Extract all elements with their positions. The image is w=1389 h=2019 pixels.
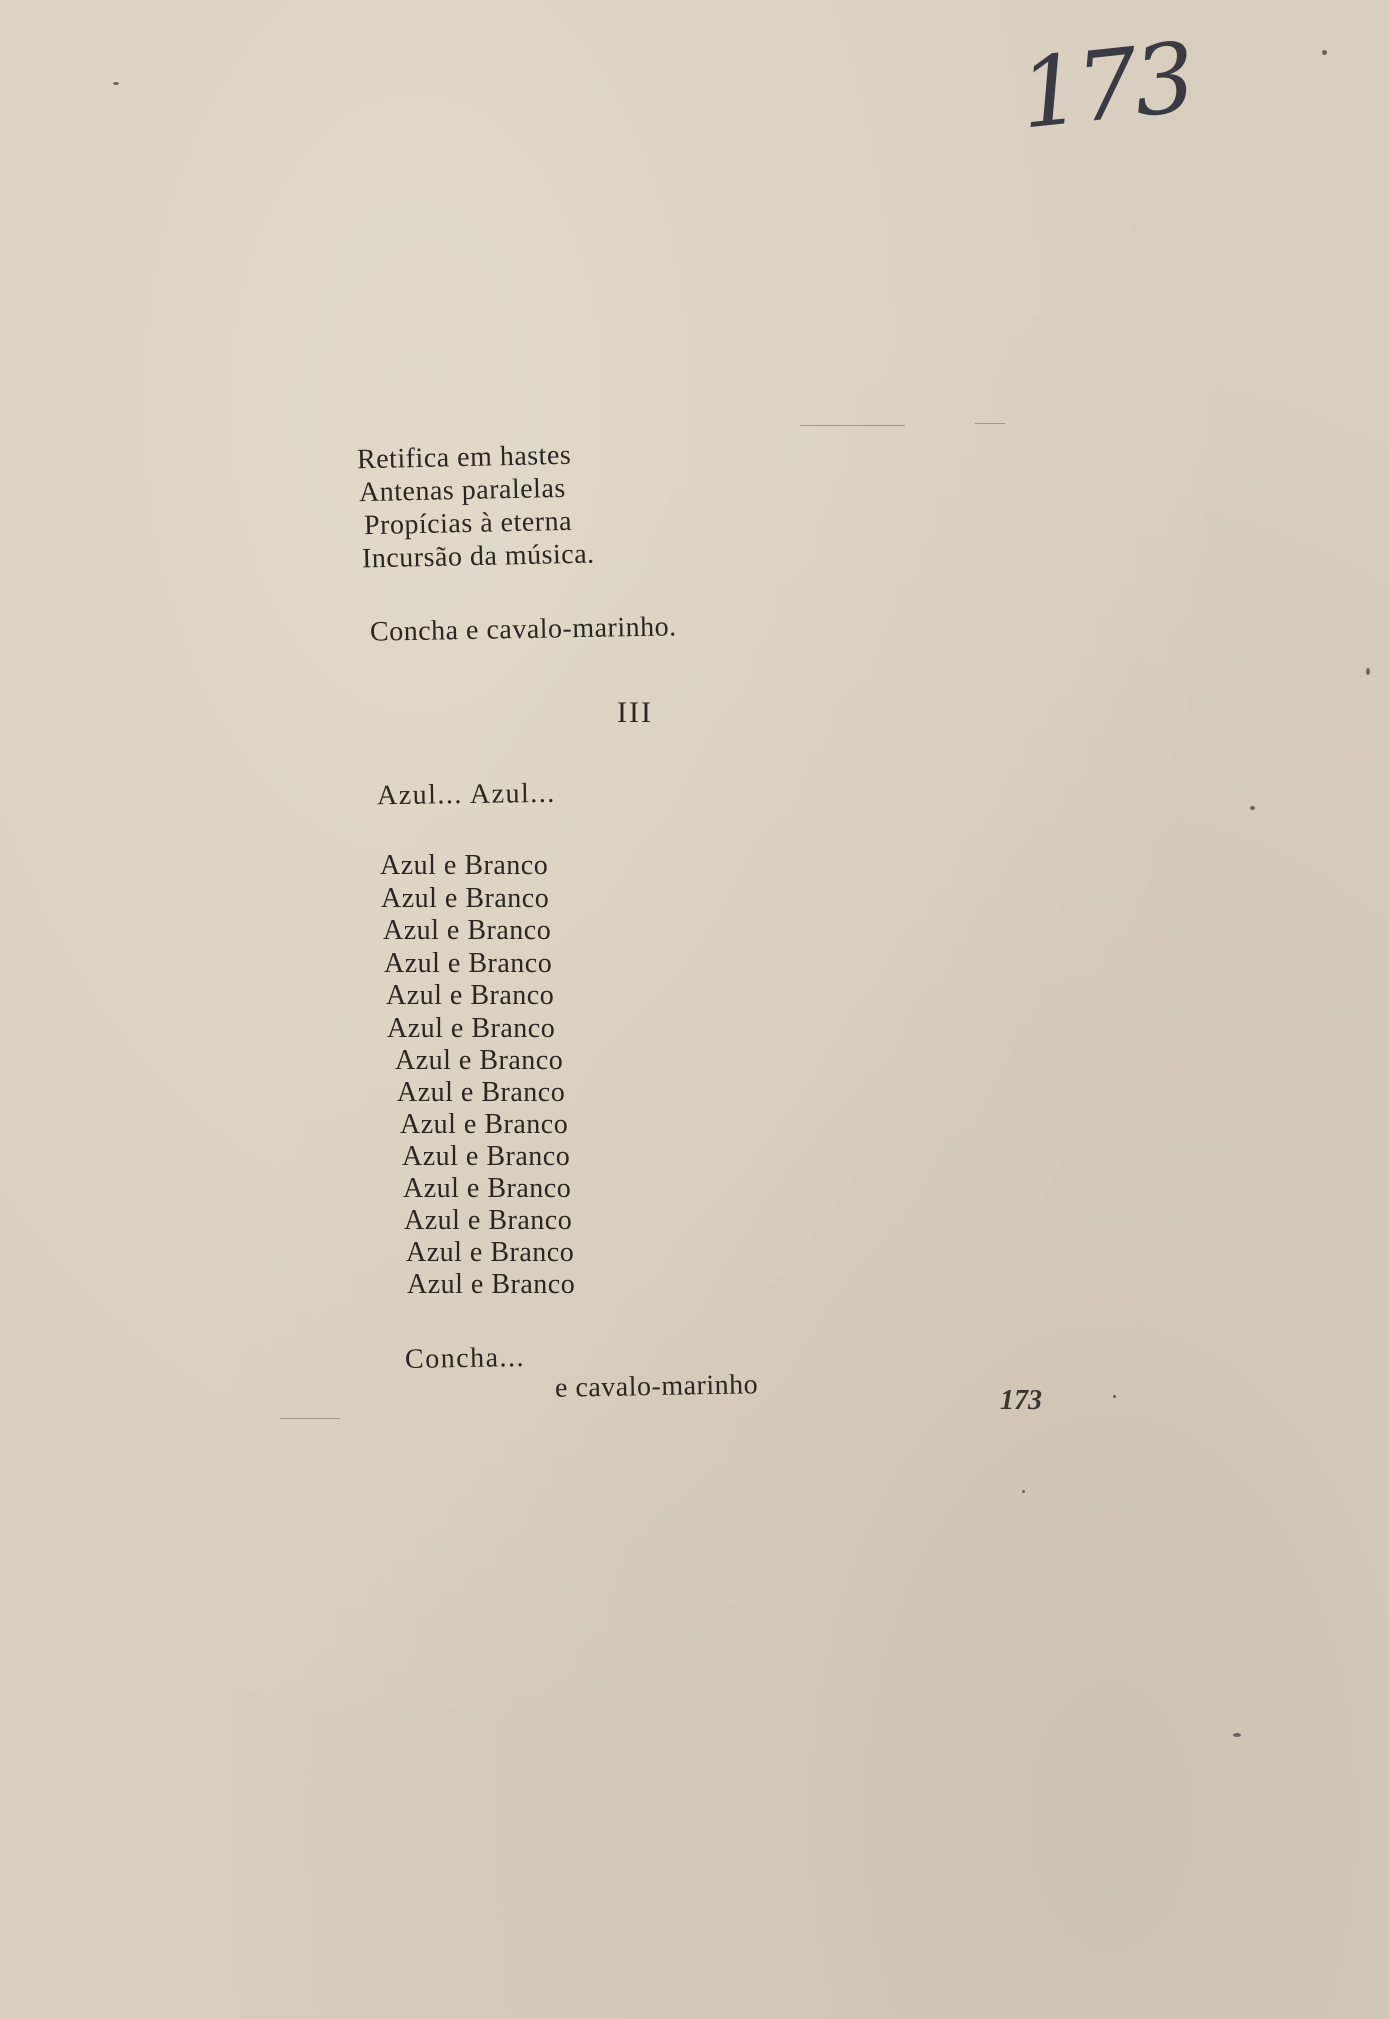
paper-speck — [1113, 1395, 1116, 1398]
poem-line: Azul e Branco — [400, 1109, 569, 1140]
poem-line: Azul e Branco — [406, 1237, 575, 1268]
poem-line: Azul e Branco — [403, 1173, 572, 1204]
poem-closing: e cavalo-marinho — [554, 1369, 759, 1404]
faint-mark — [800, 425, 905, 426]
paper-speck — [1250, 806, 1255, 810]
poem-line: Azul e Branco — [397, 1077, 566, 1108]
poem-line: Azul e Branco — [402, 1141, 571, 1172]
poem-line: Azul e Branco — [387, 1013, 556, 1044]
poem-line: Azul e Branco — [383, 915, 552, 946]
printed-page-number: 173 — [1000, 1385, 1042, 1416]
poem-line: Incursão da música. — [361, 538, 595, 575]
handwritten-page-number: 173 — [1014, 21, 1197, 151]
paper-speck — [1322, 50, 1327, 55]
poem-line: Azul e Branco — [407, 1269, 576, 1300]
poem-refrain: Concha e cavalo-marinho. — [369, 611, 677, 648]
poem-line: Azul e Branco — [404, 1205, 573, 1236]
paper-speck — [1366, 668, 1370, 675]
faint-mark — [975, 423, 1005, 424]
section-number: III — [617, 696, 653, 729]
poem-line: Azul e Branco — [395, 1045, 564, 1076]
poem-line: Antenas paralelas — [358, 472, 567, 509]
poem-line: Azul e Branco — [381, 883, 550, 914]
faint-mark — [280, 1418, 340, 1419]
poem-line: Azul e Branco — [384, 948, 553, 979]
poem-line: Retifica em hastes — [356, 439, 572, 476]
poem-line: Propícias à eterna — [363, 505, 573, 542]
paper-speck — [1233, 1733, 1241, 1737]
poem-line: Azul e Branco — [386, 980, 555, 1011]
poem-closing: Concha... — [404, 1341, 526, 1376]
paper-speck — [113, 82, 119, 85]
poem-line: Azul e Branco — [380, 850, 549, 881]
poem-line: Azul... Azul... — [376, 777, 557, 812]
paper-speck — [1022, 1490, 1025, 1493]
